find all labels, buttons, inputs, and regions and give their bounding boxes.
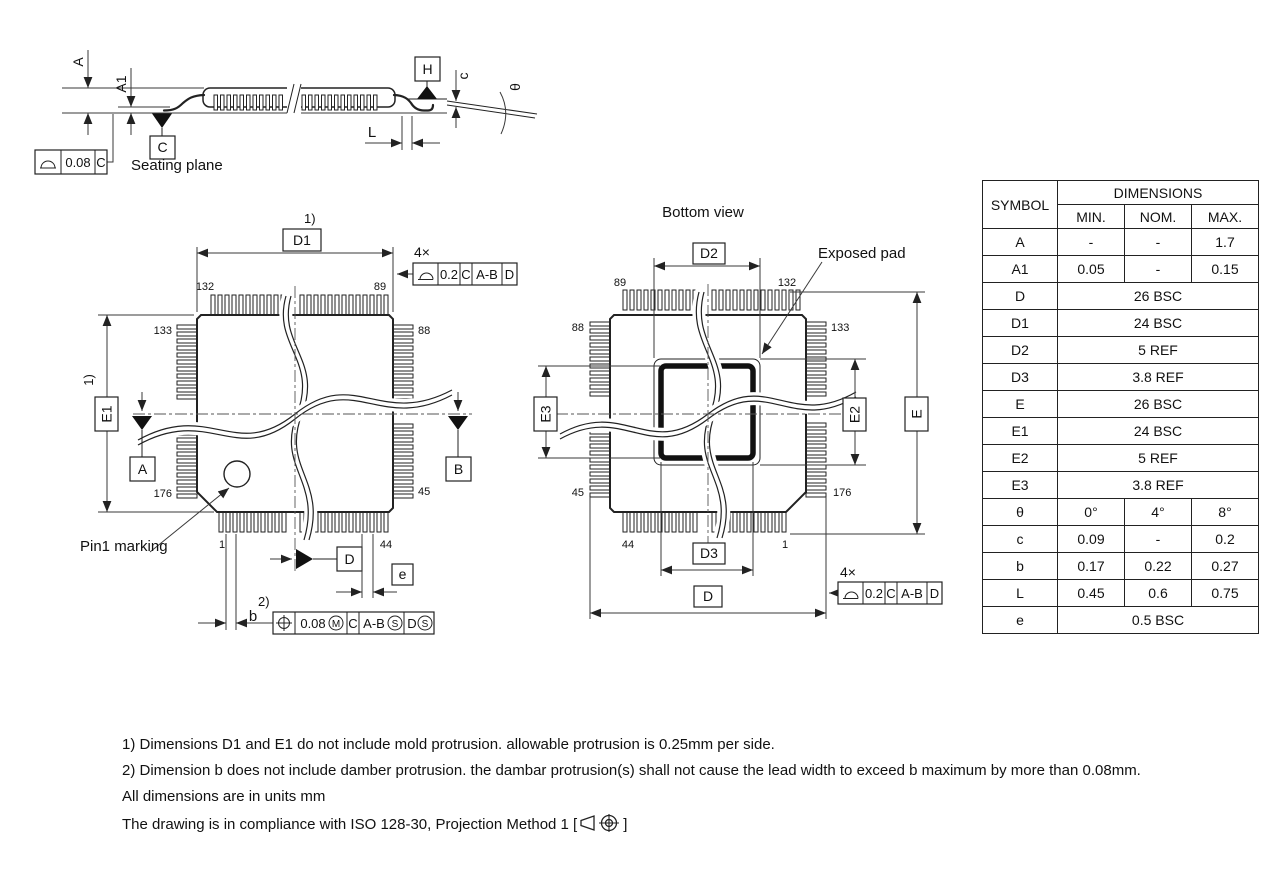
dim-label-b: b	[248, 608, 258, 625]
table-row: b 0.17 0.22 0.27	[983, 553, 1259, 580]
pin1-marking-label: Pin1 marking	[80, 538, 168, 555]
svg-text:S: S	[421, 619, 429, 630]
svg-text:C: C	[348, 616, 358, 631]
dim-a1	[113, 68, 131, 135]
pin-number: 89	[613, 277, 627, 289]
first-angle-projection-icon	[579, 814, 621, 832]
svg-text:S: S	[391, 619, 399, 630]
datum-b-label: B	[453, 461, 464, 477]
table-row: A1 0.05 - 0.15	[983, 256, 1259, 283]
dim-c	[455, 70, 471, 128]
note-ref-1: 1)	[81, 374, 96, 386]
note-units: All dimensions are in units mm	[122, 788, 326, 805]
svg-text:A-B: A-B	[363, 616, 385, 631]
datum-h	[415, 57, 440, 99]
note-projection: The drawing is in compliance with ISO 128-30, Projection Method 1 [ ]	[122, 816, 628, 833]
dim-label-d1: D1	[293, 232, 311, 248]
side-leads-left-group	[214, 95, 283, 110]
table-row: E3 3.8 REF	[983, 472, 1259, 499]
dim-label-d3: D3	[700, 545, 718, 561]
note-2: 2) Dimension b does not include damber protrusion. the dambar protrusion(s) shall not cause the lead width to exceed b maximum by more than 0.08mm.	[122, 762, 1141, 779]
dim-label-e-overall: E	[908, 409, 925, 419]
datum-h-label: H	[422, 61, 433, 77]
table-header-min: MIN.	[1058, 205, 1125, 229]
datum-a-label: A	[137, 461, 148, 477]
dim-b	[198, 534, 273, 630]
svg-text:M: M	[331, 619, 341, 630]
svg-text:D: D	[929, 586, 940, 601]
table-row: c 0.09 - 0.2	[983, 526, 1259, 553]
pin-number: 133	[153, 325, 172, 337]
pin-number: 132	[195, 281, 215, 293]
dim-label-e2: E2	[846, 405, 863, 424]
note-1: 1) Dimensions D1 and E1 do not include mold protrusion. allowable protrusion is 0.25mm per side.	[122, 736, 775, 753]
top-view-leads	[211, 295, 285, 315]
table-row: E2 5 REF	[983, 445, 1259, 472]
pin-number: 45	[571, 487, 584, 499]
table-header-dimensions: DIMENSIONS	[1058, 181, 1259, 205]
dim-label-e3: E3	[537, 405, 554, 423]
bottom-view-title: Bottom view	[662, 204, 744, 221]
pin-number: 133	[831, 322, 850, 334]
qty-4x: 4×	[414, 244, 430, 260]
svg-text:A-B: A-B	[901, 586, 923, 601]
dim-label-e: e	[398, 566, 407, 582]
table-row: L 0.45 0.6 0.75	[983, 580, 1259, 607]
table-row: D1 24 BSC	[983, 310, 1259, 337]
svg-text:0.2: 0.2	[864, 586, 884, 601]
pin-number: 88	[418, 325, 431, 337]
table-row: D 26 BSC	[983, 283, 1259, 310]
side-view	[35, 50, 537, 174]
table-row: E1 24 BSC	[983, 418, 1259, 445]
table-row: θ 0° 4° 8°	[983, 499, 1259, 526]
drawing-notes	[122, 736, 1141, 842]
pin-number: 176	[153, 488, 172, 500]
svg-text:C: C	[886, 586, 896, 601]
bottom-view	[534, 204, 942, 619]
table-row: A - - 1.7	[983, 229, 1259, 256]
svg-text:D: D	[407, 616, 417, 631]
svg-text:0.08: 0.08	[300, 616, 326, 631]
table-header-max: MAX.	[1192, 205, 1259, 229]
seating-plane-label: Seating plane	[131, 157, 223, 174]
pin-number: 44	[621, 539, 635, 551]
datum-c-label: C	[157, 139, 168, 155]
dimensions-table	[982, 180, 1259, 634]
bottom-view-leads	[623, 290, 697, 310]
fcf-profile-top-view	[397, 244, 517, 285]
pin-number: 88	[571, 322, 584, 334]
pin-number: 44	[379, 539, 393, 551]
lead-profile-left	[164, 95, 204, 111]
fcf-flatness-value: 0.08	[65, 155, 91, 170]
datum-d	[270, 547, 362, 571]
dim-label-d-overall: D	[702, 588, 714, 604]
pin-number: 1	[218, 539, 226, 551]
dim-label-e1: E1	[98, 405, 115, 423]
fcf-flatness	[35, 114, 113, 174]
pin-number: 176	[833, 487, 852, 499]
svg-text:D: D	[504, 267, 515, 282]
note-ref-2: 2)	[258, 594, 270, 609]
fcf-position	[273, 612, 434, 634]
svg-text:C: C	[461, 267, 471, 282]
dim-label-d2: D2	[700, 245, 718, 261]
svg-text:0.2: 0.2	[439, 267, 459, 282]
dim-label-c: c	[455, 72, 471, 80]
top-view	[80, 211, 517, 634]
pin-number: 132	[777, 277, 797, 289]
dim-label-a: A	[70, 57, 86, 67]
table-row: D3 3.8 REF	[983, 364, 1259, 391]
fcf-profile-bottom-view	[829, 564, 942, 604]
dim-l	[365, 116, 440, 150]
pin1-marking-circle	[224, 461, 250, 487]
datum-c	[150, 114, 175, 160]
exposed-pad-label: Exposed pad	[818, 245, 906, 262]
table-header-symbol: SYMBOL	[983, 181, 1058, 229]
dim-label-theta: θ	[507, 83, 523, 91]
pin-number: 89	[373, 281, 387, 293]
qty-4x: 4×	[840, 564, 856, 580]
table-row: D2 5 REF	[983, 337, 1259, 364]
dim-label-l: L	[367, 124, 377, 141]
table-row: E 26 BSC	[983, 391, 1259, 418]
fcf-flatness-datum: C	[96, 155, 106, 170]
note-ref-1: 1)	[304, 211, 316, 226]
dim-a	[70, 50, 88, 135]
svg-text:A-B: A-B	[476, 267, 498, 282]
pin-number: 45	[418, 486, 431, 498]
table-row: e 0.5 BSC	[983, 607, 1259, 634]
pin-number: 1	[781, 539, 789, 551]
datum-d-label: D	[344, 551, 355, 567]
dim-label-a1: A1	[113, 75, 129, 93]
table-header-nom: NOM.	[1125, 205, 1192, 229]
datum-b	[446, 392, 471, 481]
